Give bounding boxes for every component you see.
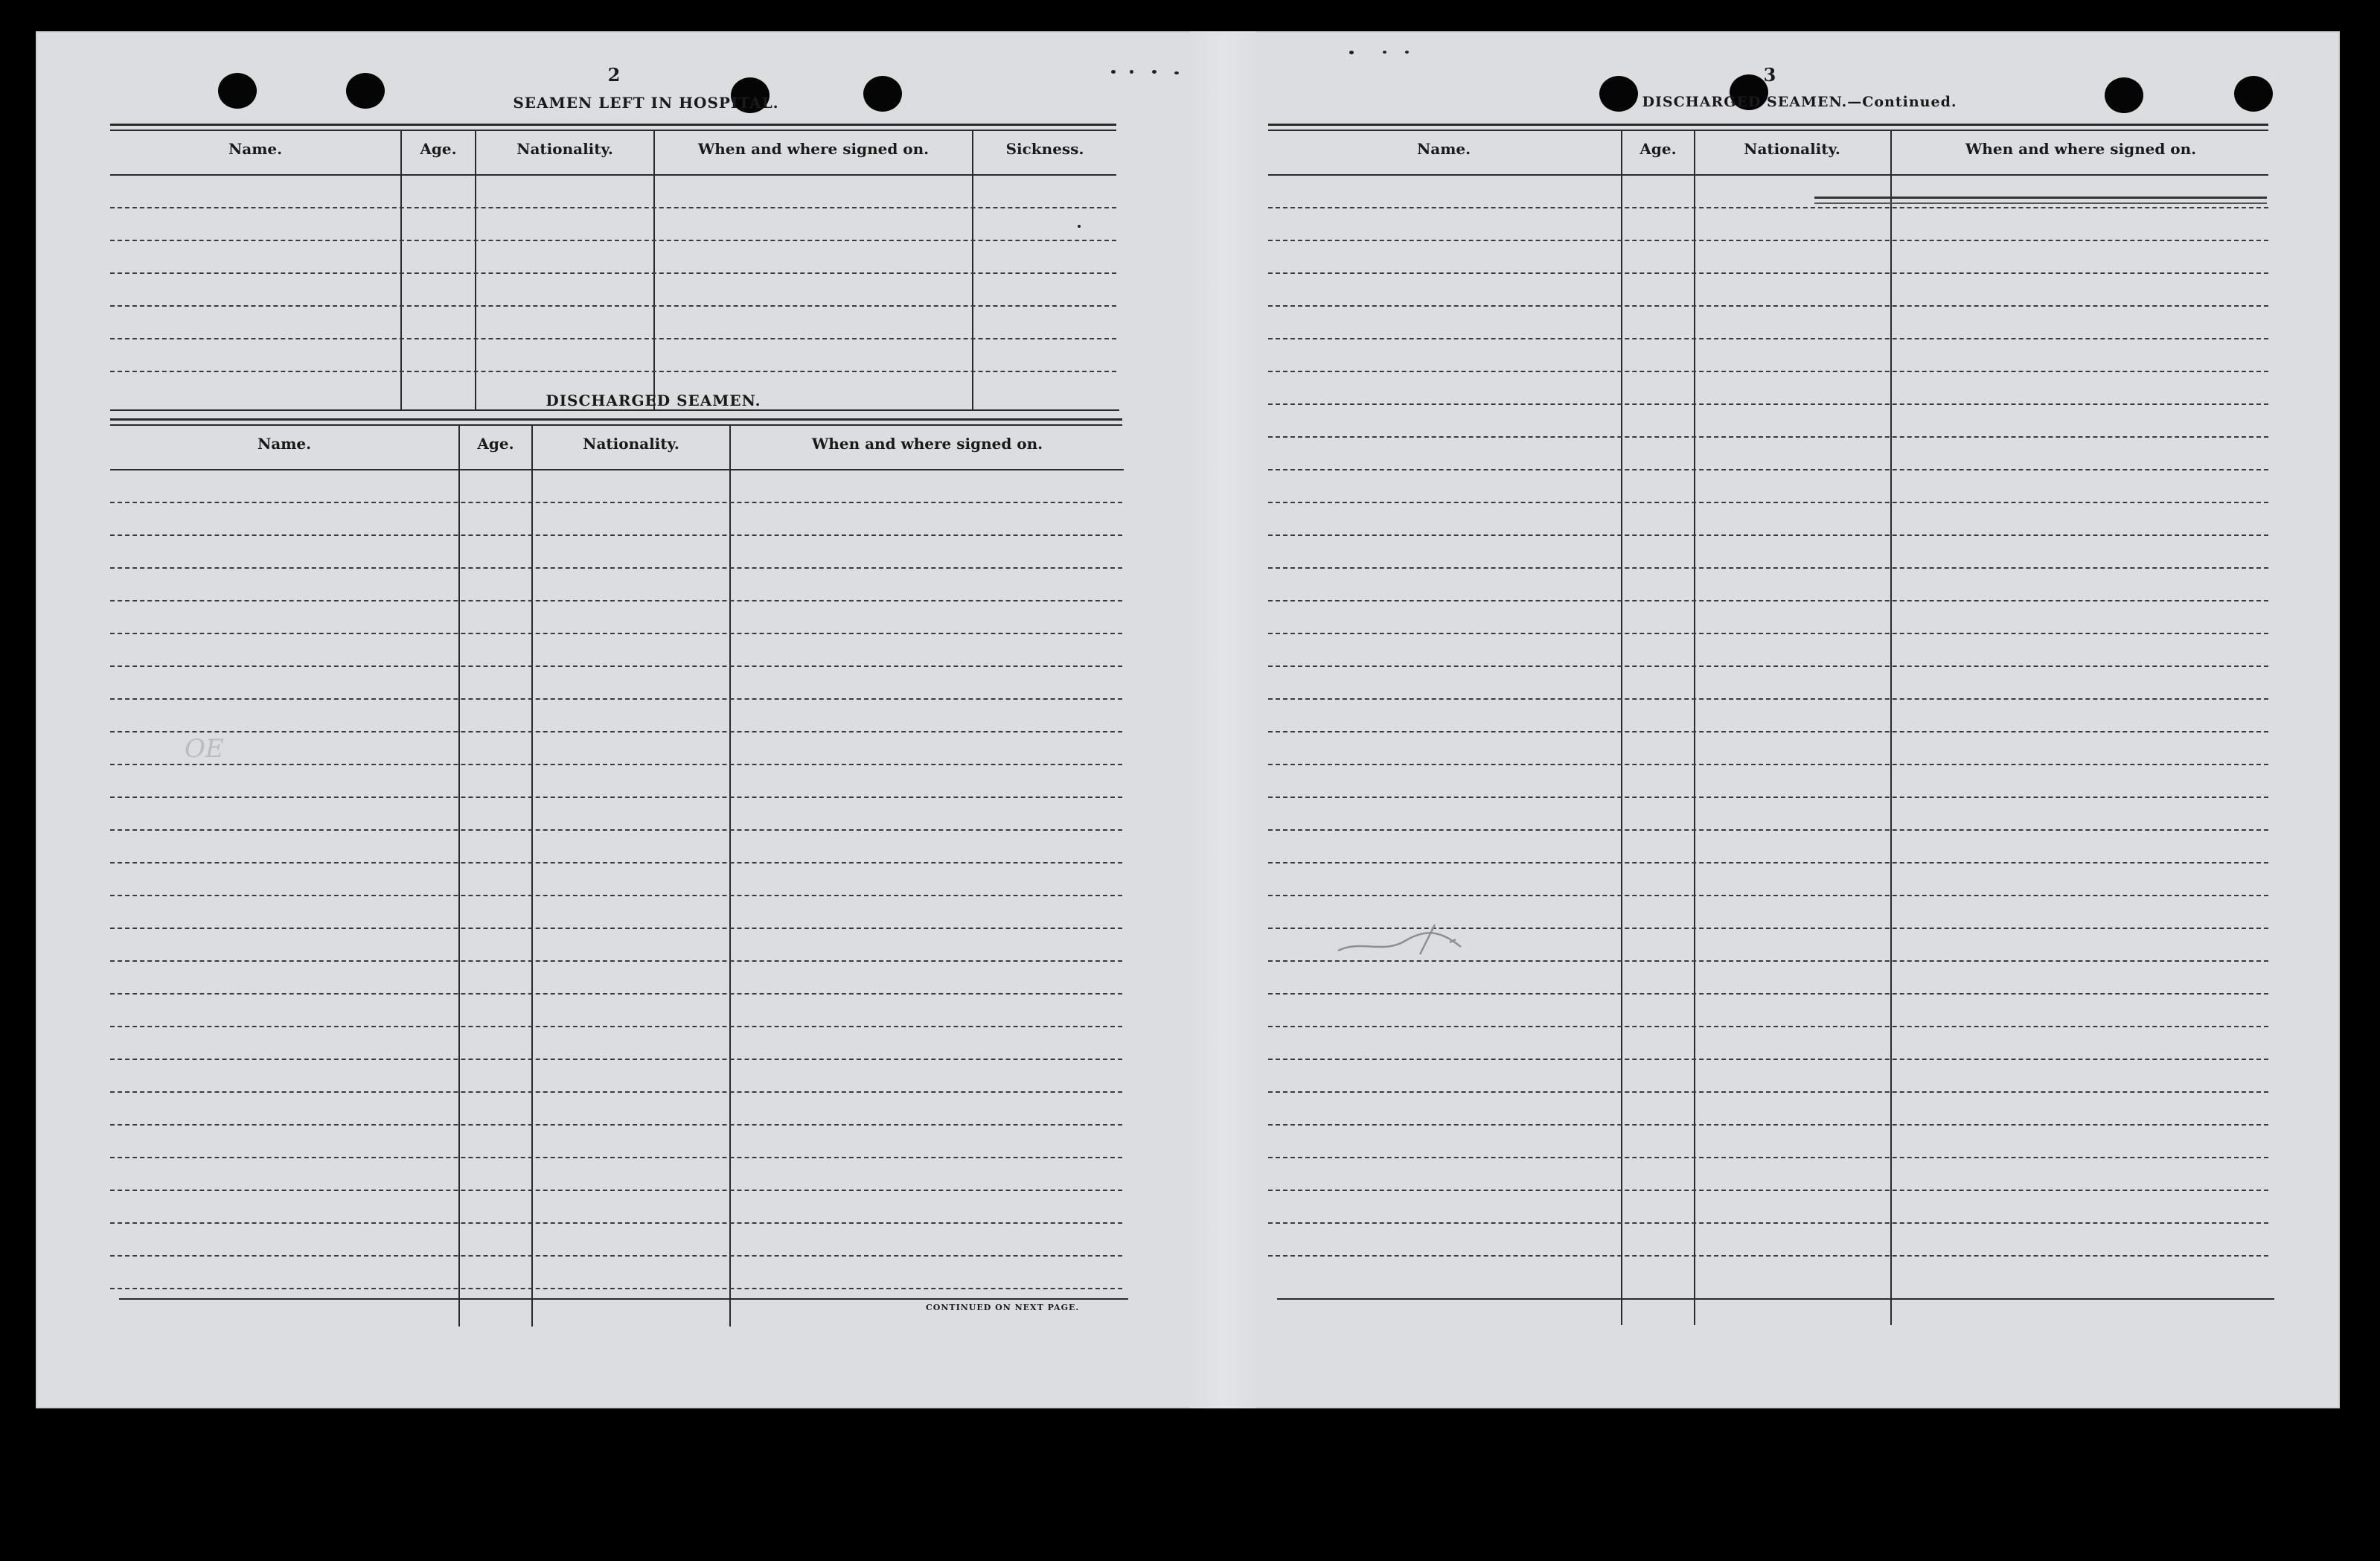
ledger-row-line bbox=[1268, 862, 2268, 864]
faint-stamp-mark: OE bbox=[185, 734, 224, 764]
ledger-row-line bbox=[1268, 1026, 2268, 1027]
discharged-divider bbox=[729, 426, 731, 1327]
ledger-row-line bbox=[110, 534, 1122, 536]
right-divider bbox=[1694, 131, 1695, 1325]
ink-speck bbox=[1174, 71, 1179, 74]
ledger-row-line bbox=[1268, 1255, 2268, 1257]
right-col-name: Name. bbox=[1416, 140, 1471, 158]
ledger-row-line bbox=[1268, 698, 2268, 700]
strike-mark bbox=[1814, 197, 2267, 199]
continued-note: CONTINUED ON NEXT PAGE. bbox=[926, 1303, 1080, 1312]
ledger-row-line bbox=[110, 1288, 1122, 1289]
ink-speck bbox=[1405, 51, 1409, 54]
ledger-row-line bbox=[110, 862, 1122, 864]
ledger-row-line bbox=[110, 272, 1116, 274]
hospital-bottom-rule bbox=[110, 409, 1119, 411]
ledger-row-line bbox=[110, 895, 1122, 896]
punch-hole bbox=[2105, 77, 2143, 113]
ledger-row-line bbox=[110, 207, 1116, 208]
ledger-row-line bbox=[110, 338, 1116, 339]
right-heading: DISCHARGED SEAMEN.—Continued. bbox=[1642, 94, 1957, 110]
ledger-row-line bbox=[110, 1222, 1122, 1224]
ledger-row-line bbox=[1268, 371, 2268, 372]
hospital-col-name: Name. bbox=[228, 140, 283, 158]
right-page-number: 3 bbox=[1763, 64, 1776, 86]
ledger-row-line bbox=[1268, 534, 2268, 536]
ledger-row-line bbox=[110, 1026, 1122, 1027]
ledger-row-line bbox=[110, 1190, 1122, 1191]
discharged-top-rule-2 bbox=[110, 424, 1122, 426]
center-fold bbox=[1189, 31, 1256, 1408]
right-header-rule bbox=[1268, 174, 2268, 176]
register-sheet bbox=[36, 31, 2340, 1408]
ledger-row-line bbox=[110, 1255, 1122, 1257]
right-col-age: Age. bbox=[1640, 140, 1677, 158]
ink-speck bbox=[1383, 51, 1386, 54]
discharged-divider bbox=[531, 426, 533, 1327]
ledger-row-line bbox=[110, 1157, 1122, 1158]
ledger-row-line bbox=[110, 797, 1122, 798]
ledger-row-line bbox=[110, 371, 1116, 372]
ledger-row-line bbox=[1268, 567, 2268, 569]
ledger-row-line bbox=[110, 764, 1122, 765]
ledger-row-line bbox=[1268, 633, 2268, 634]
ink-speck bbox=[1111, 70, 1116, 74]
hospital-heading: SEAMEN LEFT IN HOSPITAL. bbox=[513, 94, 779, 112]
hospital-divider bbox=[653, 131, 655, 409]
ledger-row-line bbox=[1268, 502, 2268, 503]
ledger-row-line bbox=[110, 829, 1122, 831]
discharged-heading: DISCHARGED SEAMEN. bbox=[546, 392, 761, 409]
ledger-row-line bbox=[110, 600, 1122, 601]
punch-hole bbox=[863, 76, 902, 112]
ledger-row-line bbox=[1268, 436, 2268, 438]
ink-speck bbox=[1152, 70, 1157, 74]
ledger-row-line bbox=[110, 633, 1122, 634]
ledger-row-line bbox=[110, 1124, 1122, 1126]
right-top-rule-2 bbox=[1268, 130, 2268, 131]
ledger-row-line bbox=[1268, 600, 2268, 601]
hospital-col-signed-on: When and where signed on. bbox=[697, 140, 930, 158]
ledger-row-line bbox=[110, 960, 1122, 962]
ledger-row-line bbox=[1268, 1059, 2268, 1060]
right-divider bbox=[1890, 131, 1892, 1325]
ledger-row-line bbox=[1268, 1157, 2268, 1158]
ledger-row-line bbox=[110, 665, 1122, 667]
ledger-row-line bbox=[110, 305, 1116, 307]
hospital-divider bbox=[400, 131, 402, 409]
discharged-col-nationality: Nationality. bbox=[583, 435, 679, 453]
ink-speck bbox=[1078, 225, 1081, 228]
ledger-row-line bbox=[1268, 207, 2268, 208]
ledger-row-line bbox=[110, 1091, 1122, 1093]
ledger-row-line bbox=[1268, 240, 2268, 241]
strike-mark bbox=[1814, 202, 2267, 204]
right-col-nationality: Nationality. bbox=[1744, 140, 1840, 158]
ledger-row-line bbox=[110, 731, 1122, 732]
ledger-row-line bbox=[110, 502, 1122, 503]
hospital-col-sickness: Sickness. bbox=[1005, 140, 1084, 158]
ledger-row-line bbox=[1268, 403, 2268, 405]
hospital-divider bbox=[475, 131, 476, 409]
discharged-bottom-rule bbox=[119, 1298, 1128, 1300]
right-divider bbox=[1621, 131, 1622, 1325]
ink-speck bbox=[1130, 70, 1133, 74]
ledger-row-line bbox=[110, 240, 1116, 241]
hospital-top-rule bbox=[110, 124, 1116, 126]
ledger-row-line bbox=[1268, 469, 2268, 470]
punch-hole bbox=[346, 73, 385, 109]
hospital-header-rule bbox=[110, 174, 1116, 176]
ledger-row-line bbox=[1268, 305, 2268, 307]
ledger-row-line bbox=[1268, 338, 2268, 339]
pencil-scribble bbox=[1331, 910, 1494, 969]
hospital-col-age: Age. bbox=[420, 140, 457, 158]
hospital-top-rule-2 bbox=[110, 130, 1116, 131]
punch-hole bbox=[2234, 76, 2273, 112]
ledger-row-line bbox=[1268, 1222, 2268, 1224]
ledger-row-line bbox=[1268, 731, 2268, 732]
discharged-col-age: Age. bbox=[477, 435, 514, 453]
discharged-header-rule bbox=[110, 469, 1124, 470]
ledger-row-line bbox=[110, 928, 1122, 929]
ledger-row-line bbox=[110, 698, 1122, 700]
ledger-row-line bbox=[110, 1059, 1122, 1060]
discharged-col-name: Name. bbox=[257, 435, 312, 453]
ledger-row-line bbox=[110, 993, 1122, 995]
ledger-row-line bbox=[1268, 993, 2268, 995]
discharged-divider bbox=[458, 426, 460, 1327]
discharged-top-rule bbox=[110, 418, 1122, 421]
ledger-row-line bbox=[1268, 1091, 2268, 1093]
ledger-row-line bbox=[1268, 895, 2268, 896]
discharged-col-signed-on: When and where signed on. bbox=[811, 435, 1043, 453]
ledger-row-line bbox=[1268, 829, 2268, 831]
ledger-row-line bbox=[1268, 797, 2268, 798]
left-page-number: 2 bbox=[607, 64, 621, 86]
ledger-row-line bbox=[110, 567, 1122, 569]
right-col-signed-on: When and where signed on. bbox=[1965, 140, 2197, 158]
hospital-col-nationality: Nationality. bbox=[516, 140, 613, 158]
right-top-rule bbox=[1268, 124, 2268, 126]
ledger-row-line bbox=[1268, 1190, 2268, 1191]
ledger-row-line bbox=[1268, 764, 2268, 765]
punch-hole bbox=[218, 73, 257, 109]
ledger-row-line bbox=[1268, 272, 2268, 274]
right-bottom-rule bbox=[1277, 1298, 2274, 1300]
hospital-divider bbox=[972, 131, 973, 409]
ink-speck bbox=[1349, 51, 1354, 54]
ledger-row-line bbox=[1268, 665, 2268, 667]
ledger-row-line bbox=[1268, 1124, 2268, 1126]
